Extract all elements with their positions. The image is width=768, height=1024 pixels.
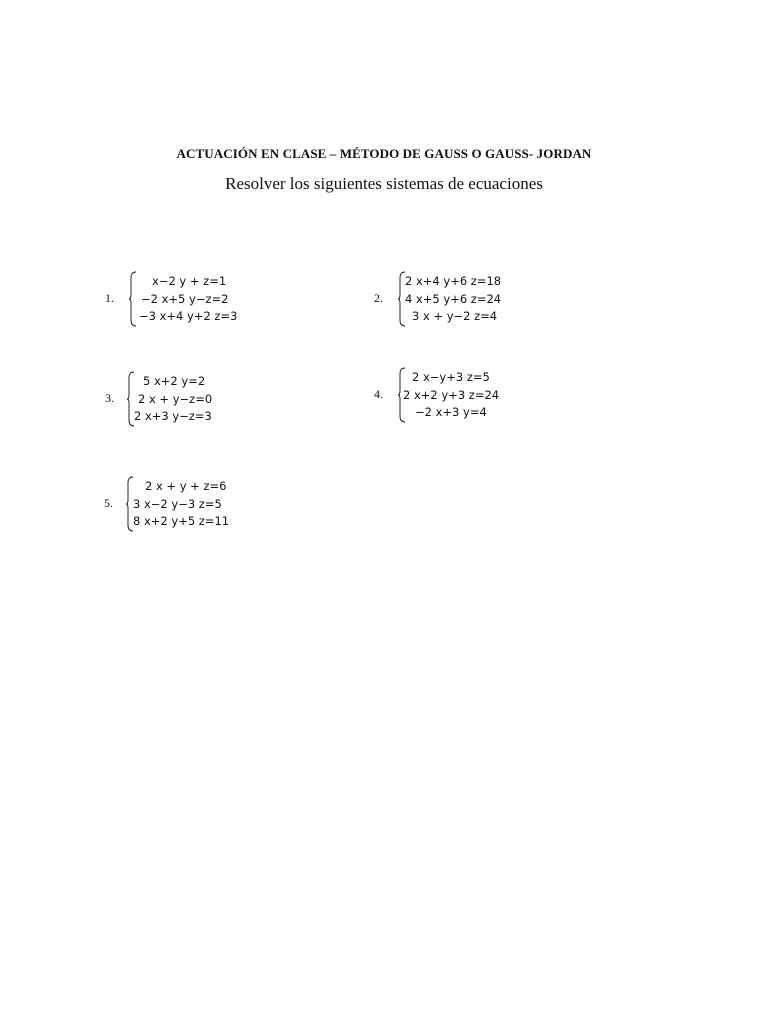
equation: −2 x+3 y=4 bbox=[415, 405, 487, 419]
equation: 2 x + y + z=6 bbox=[145, 479, 227, 493]
equation-system-5 bbox=[104, 476, 274, 532]
system-number: 1. bbox=[105, 291, 114, 305]
page-subtitle: Resolver los siguientes sistemas de ecuaciones bbox=[225, 174, 543, 193]
equation-system-3 bbox=[105, 371, 275, 427]
equations bbox=[403, 369, 513, 422]
equation: 2 x+3 y−z=3 bbox=[134, 409, 212, 423]
equation: −2 x+5 y−z=2 bbox=[141, 291, 229, 306]
page-title: ACTUACIÓN EN CLASE – MÉTODO DE GAUSS O GAUSS- JORDAN bbox=[176, 146, 592, 161]
equation-system-2 bbox=[374, 271, 544, 327]
equation: 2 x+2 y+3 z=24 bbox=[403, 387, 500, 402]
equation: 8 x+2 y+5 z=11 bbox=[133, 514, 230, 528]
equation: 2 x + y−z=0 bbox=[138, 391, 213, 406]
equations bbox=[134, 373, 234, 426]
equations bbox=[405, 273, 515, 326]
equation: 5 x+2 y=2 bbox=[143, 374, 206, 388]
equation-system-1 bbox=[105, 271, 275, 327]
system-number: 2. bbox=[374, 291, 383, 305]
equation: x−2 y + z=1 bbox=[152, 274, 227, 288]
equations bbox=[133, 478, 243, 531]
equation: 3 x + y−2 z=4 bbox=[412, 309, 498, 323]
equation: −3 x+4 y+2 z=3 bbox=[139, 309, 238, 323]
equation: 2 x+4 y+6 z=18 bbox=[405, 274, 502, 288]
equation-system-4 bbox=[374, 367, 544, 423]
equation: 4 x+5 y+6 z=24 bbox=[405, 291, 502, 306]
left-brace-icon bbox=[129, 271, 137, 327]
system-number: 5. bbox=[104, 496, 113, 510]
system-number: 4. bbox=[374, 387, 383, 401]
equation: 3 x−2 y−3 z=5 bbox=[133, 496, 222, 511]
system-number: 3. bbox=[105, 391, 114, 405]
equation: 2 x−y+3 z=5 bbox=[412, 370, 490, 384]
equations bbox=[139, 273, 251, 326]
